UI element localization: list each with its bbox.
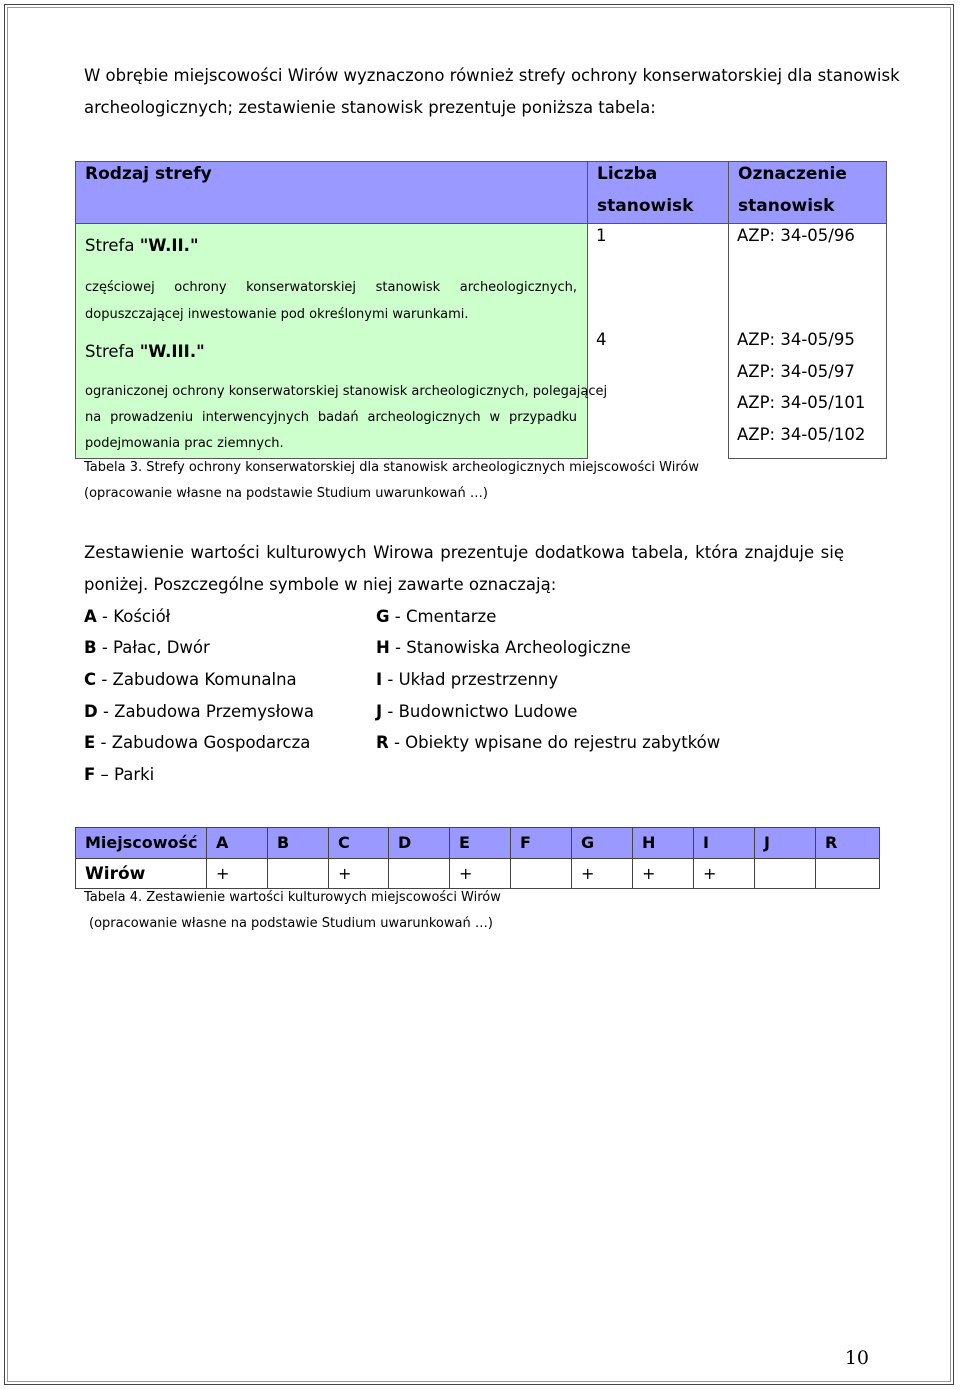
legend-intro-line1: Zestawienie wartości kulturowych Wirowa prezentuje dodatkowa tabela, która znajduje się	[84, 543, 844, 562]
table4-header-g: G	[572, 828, 633, 858]
legend-item-i: I - Układ przestrzenny	[376, 670, 559, 689]
header-zone-type: Rodzaj strefy	[85, 164, 212, 184]
table4-header-i: I	[694, 828, 755, 858]
table4-data-row	[76, 859, 879, 889]
zone-w2-desc-line2: dopuszczającej inwestowanie pod określonymi warunkami.	[85, 307, 469, 322]
zone-w3-desc-line2: na prowadzeniu interwencyjnych badań archeologicznych w przypadku	[85, 410, 577, 425]
header-count-cell	[587, 161, 729, 224]
legend-item-c: C - Zabudowa Komunalna	[84, 670, 297, 689]
count-w2: 1	[596, 226, 607, 245]
zone-w3-desc-line1: ograniczonej ochrony konserwatorskiej stanowisk archeologicznych, polegającej	[85, 384, 608, 399]
table4-header-place: Miejscowość	[76, 828, 207, 858]
legend-item-f: F – Parki	[84, 765, 155, 784]
table4-header-r: R	[825, 833, 838, 852]
legend-item-e: E - Zabudowa Gospodarcza	[84, 733, 311, 752]
table4-val-r	[816, 859, 879, 889]
legend-item-h: H - Stanowiska Archeologiczne	[376, 638, 631, 657]
legend-intro-line2: poniżej. Poszczególne symbole w niej zawarte oznaczają:	[84, 575, 557, 594]
table4-header-a: A	[207, 828, 268, 858]
count-w3: 4	[596, 330, 607, 349]
code-w3-1: AZP: 34-05/95	[737, 330, 855, 349]
table4-val-c: +	[329, 859, 389, 889]
legend-item-b: B - Pałac, Dwór	[84, 638, 210, 657]
zones-table	[75, 161, 887, 459]
table4-val-a: +	[207, 859, 268, 889]
table4-val-d	[389, 859, 450, 889]
table4-header-row	[76, 828, 879, 859]
header-count-line2: stanowisk	[597, 196, 694, 216]
code-w3-2: AZP: 34-05/97	[737, 362, 855, 381]
table4-header-c: C	[329, 828, 389, 858]
table4-header-b: B	[268, 828, 329, 858]
intro-line-1: W obrębie miejscowości Wirów wyznaczono również strefy ochrony konserwatorskiej dla stanowisk	[84, 66, 900, 85]
zone-w3-desc-line3: podejmowania prac ziemnych.	[85, 436, 284, 451]
zone-description-cell	[75, 223, 608, 459]
table4-caption-line1: Tabela 4. Zestawienie wartości kulturowych miejscowości Wirów	[84, 890, 501, 905]
table3-caption-line1: Tabela 3. Strefy ochrony konserwatorskiej dla stanowisk archeologicznych miejscowości Wirów	[84, 460, 699, 475]
zone-w2-desc-line1: częściowej ochrony konserwatorskiej stanowisk archeologicznych,	[85, 280, 577, 295]
zone-w3-title: Strefa "W.III."	[85, 342, 205, 361]
table4-val-f	[511, 859, 572, 889]
code-w3-4: AZP: 34-05/102	[737, 425, 866, 444]
table4-header-f: F	[511, 828, 572, 858]
header-zone-type-cell	[75, 161, 588, 224]
table4-header-d: D	[389, 828, 450, 858]
intro-line-2: archeologicznych; zestawienie stanowisk prezentuje poniższa tabela:	[84, 98, 656, 117]
table4-val-g: +	[572, 859, 633, 889]
legend-item-j: J - Budownictwo Ludowe	[376, 702, 578, 721]
legend-item-d: D - Zabudowa Przemysłowa	[84, 702, 314, 721]
code-cell	[728, 223, 887, 459]
table4-val-b	[268, 859, 329, 889]
table4-place: Wirów	[76, 859, 207, 889]
table4-caption-line2: (opracowanie własne na podstawie Studium uwarunkowań …)	[89, 916, 493, 931]
legend-item-g: G - Cmentarze	[376, 607, 497, 626]
header-code-line2: stanowisk	[738, 196, 835, 216]
table4-val-h: +	[633, 859, 694, 889]
table4-header-h: H	[633, 828, 694, 858]
cultural-values-table	[75, 827, 880, 889]
count-cell	[587, 223, 729, 459]
header-code-line1: Oznaczenie	[738, 164, 847, 184]
legend-item-a: A - Kościół	[84, 607, 171, 626]
code-w2-1: AZP: 34-05/96	[737, 226, 855, 245]
table4-val-i: +	[694, 859, 755, 889]
header-count-line1: Liczba	[597, 164, 658, 184]
table4-val-j	[755, 859, 816, 889]
table4-header-e: E	[450, 828, 511, 858]
code-w3-3: AZP: 34-05/101	[737, 393, 866, 412]
page-number: 10	[844, 1347, 869, 1369]
table4-header-j: J	[755, 828, 816, 858]
zone-w2-title: Strefa "W.II."	[85, 236, 199, 255]
legend-item-r: R - Obiekty wpisane do rejestru zabytków	[376, 733, 721, 752]
header-code-cell	[728, 161, 887, 224]
table4-val-e: +	[450, 859, 511, 889]
table3-caption-line2: (opracowanie własne na podstawie Studium uwarunkowań …)	[84, 486, 488, 501]
